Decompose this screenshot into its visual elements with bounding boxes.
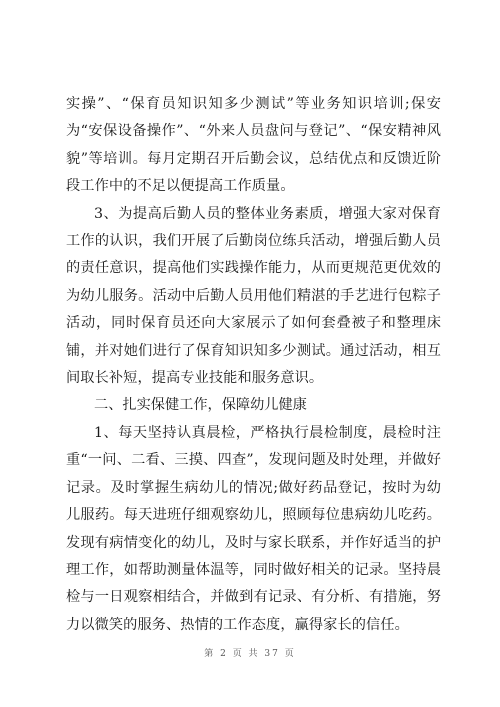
paragraph-morning-check: 1、每天坚持认真晨检，严格执行晨检制度，晨检时注重“一问、二看、三摸、四查”，发现问题及时处理，并做好记录。及时掌握生病幼儿的情况;做好药品登记，按时为幼儿服药。每天进班仔细观察幼儿，照顾每位患病幼儿吃药。发现有病情变化的幼儿，及时与家长联系，并作好适当的护理工作，如帮助测量体温等，同时做好相关的记录。坚持晨检与一日观察相结合，并做到有记录、有分析、有措施，努力以微笑的服务、热情的工作态度，赢得家长的信任。: [66, 424, 441, 633]
section-heading-health-care: 二、扎实保健工作，保障幼儿健康: [94, 397, 307, 414]
page-number-footer: 第 2 页 共 37 页: [204, 649, 296, 659]
paragraph-training-continued: 实操”、“保育员知识知多少测试”等业务知识培训;保安为“安保设备操作”、“外来人员盘问与登记”、“保安精神风貌”等培训。每月定期召开后勤会议，总结优点和反馈近阶段工作中的不足以便提高工作质量。: [66, 96, 441, 195]
document-body: [66, 91, 441, 639]
paragraph-logistics-drill: 3、为提高后勤人员的整体业务素质，增强大家对保育工作的认识，我们开展了后勤岗位练兵活动，增强后勤人员的责任意识，提高他们实践操作能力，从而更规范更优效的为幼儿服务。活动中后勤人员用他们精湛的手艺进行包粽子活动，同时保育员还向大家展示了如何套叠被子和整理床铺，并对她们进行了保育知识知多少测试。通过活动，相互间取长补短，提高专业技能和服务意识。: [66, 205, 441, 387]
